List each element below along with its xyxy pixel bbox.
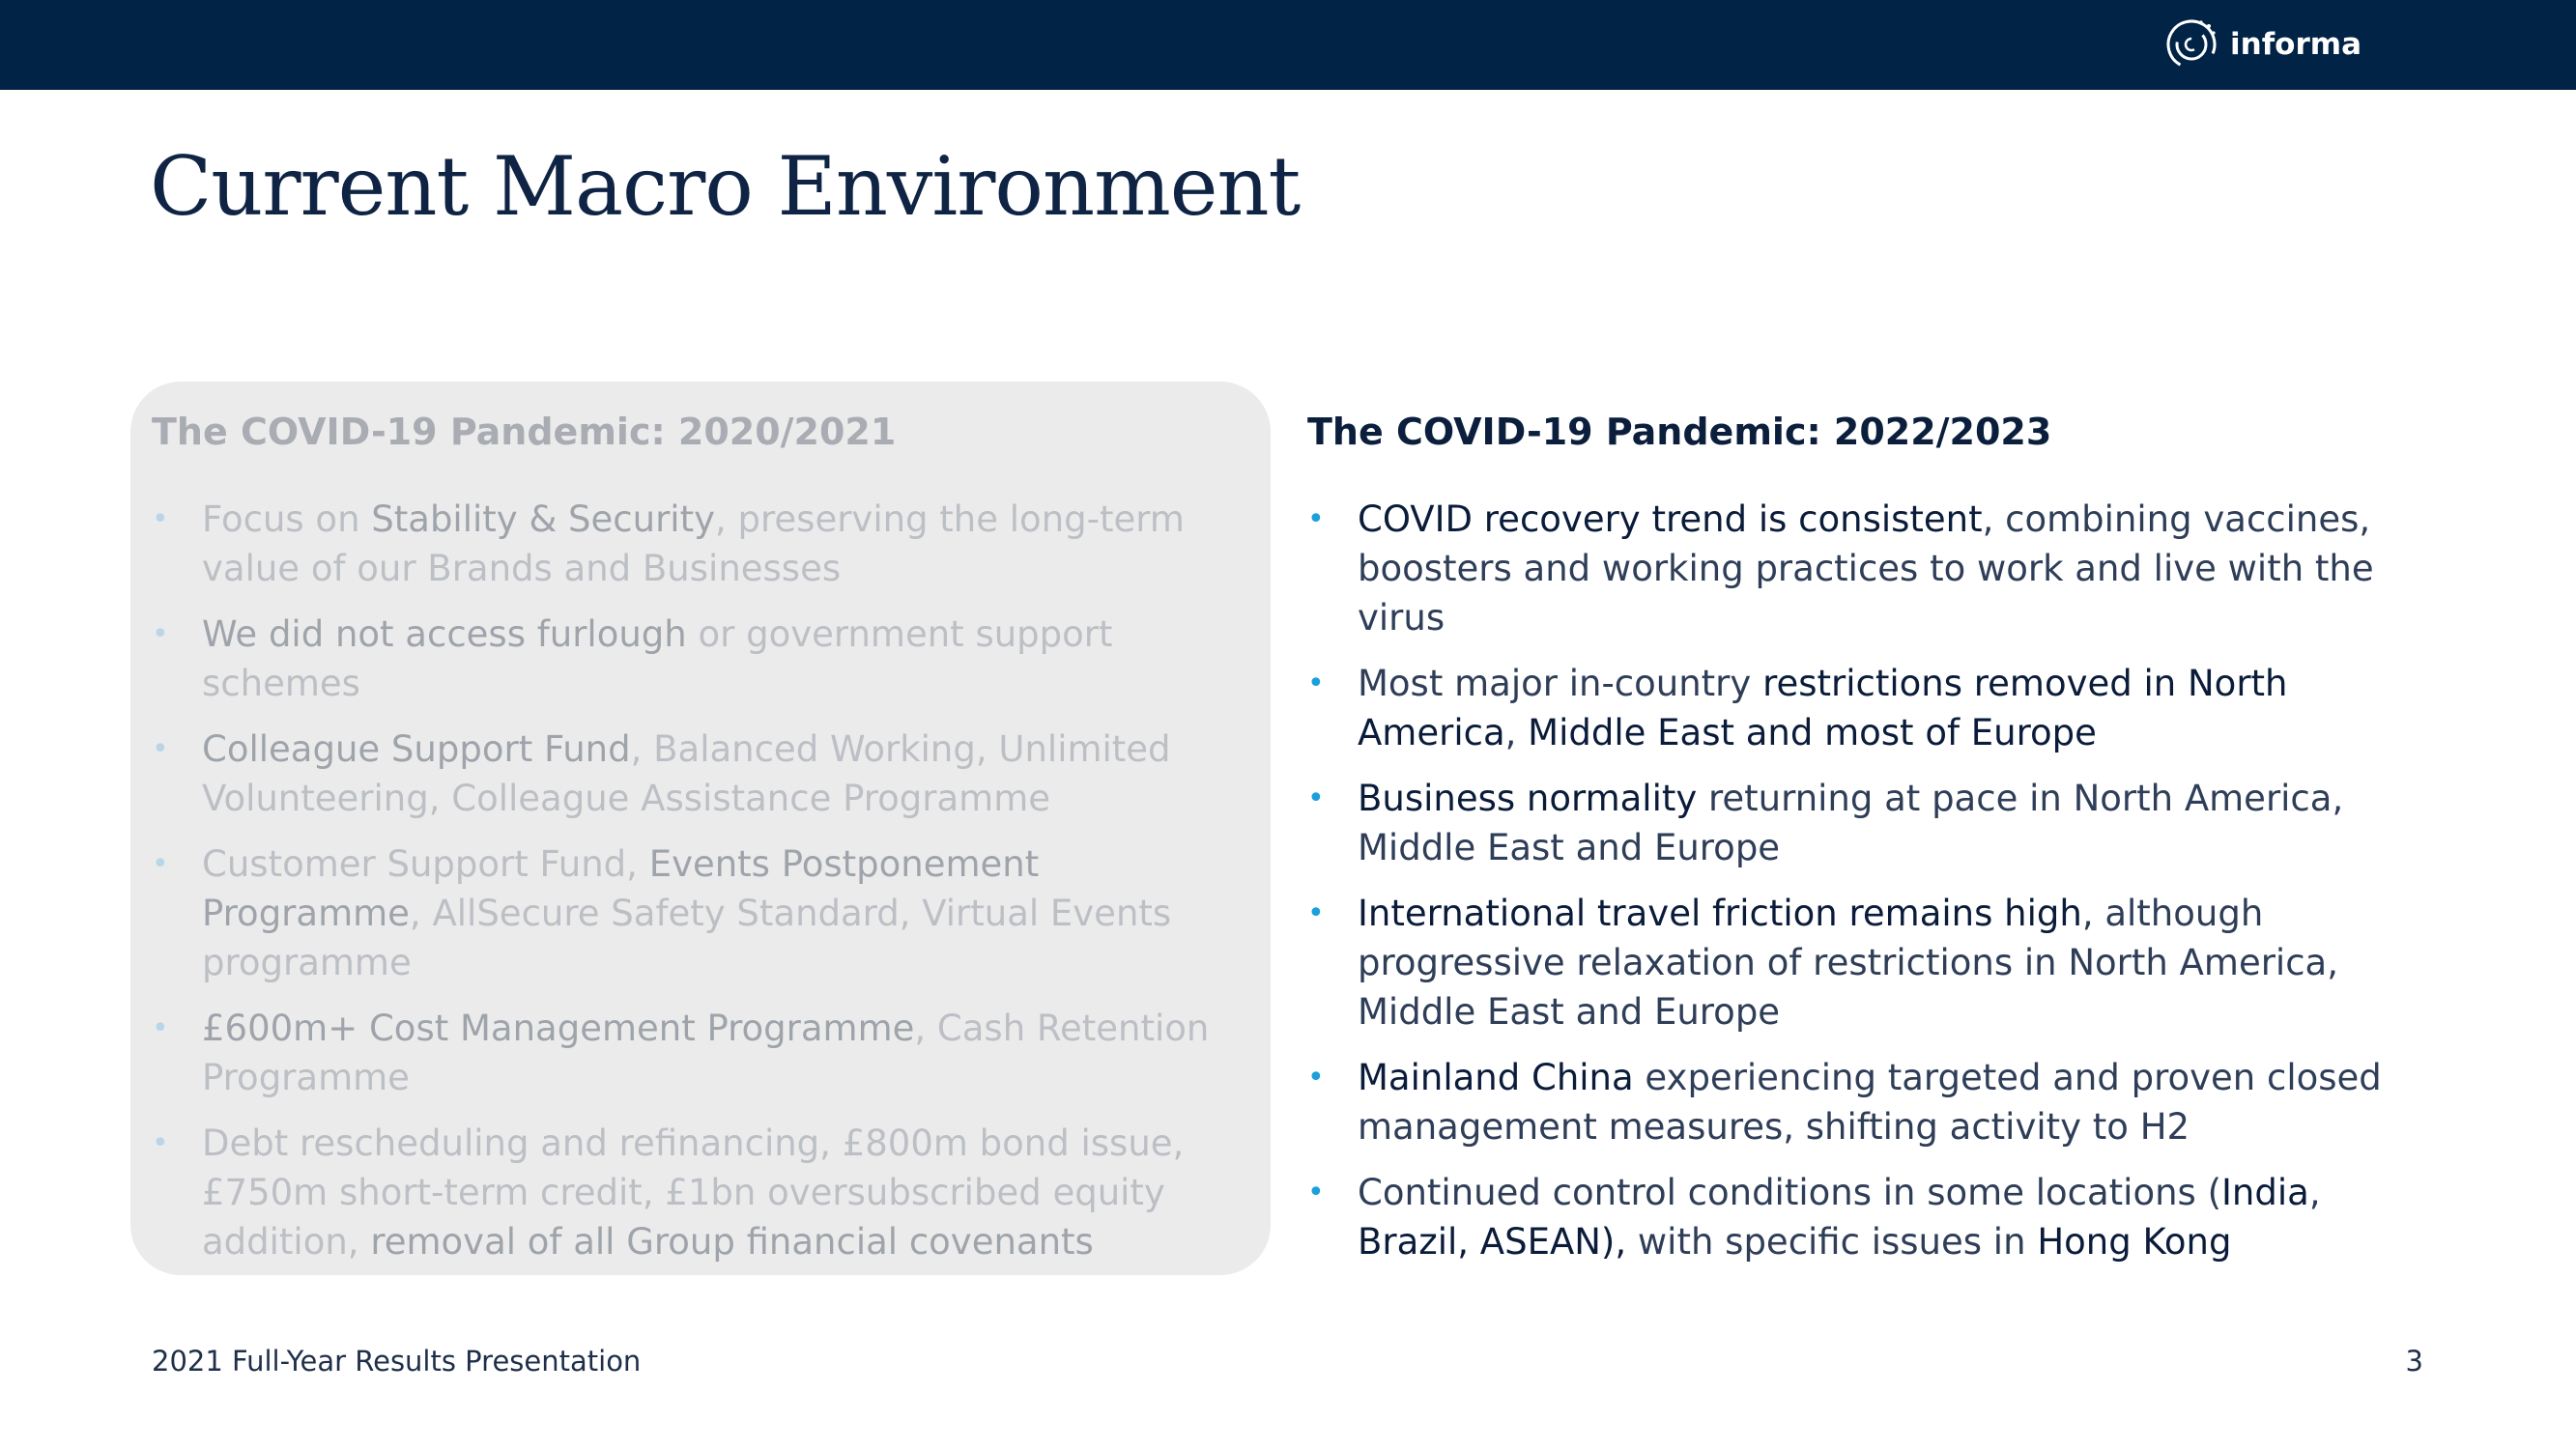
bullet-highlight-text: restrictions removed in North America bbox=[1358, 663, 2288, 753]
informa-logo bbox=[2164, 15, 2361, 73]
bullet-text: , Cash Retention Programme bbox=[202, 1008, 1210, 1098]
bullet-dot-icon: • bbox=[1307, 781, 1325, 815]
left-column bbox=[152, 406, 1253, 1283]
bullet-item bbox=[152, 839, 1253, 987]
bullet-highlight-text: removal of all Group financial covenants bbox=[370, 1221, 1094, 1263]
bullet-dot-icon: • bbox=[152, 1011, 169, 1045]
bullet-dot-icon: • bbox=[152, 617, 169, 651]
bullet-item bbox=[1307, 495, 2419, 642]
bullet-item bbox=[1307, 1168, 2419, 1266]
bullet-highlight-text: Business normality bbox=[1358, 778, 1698, 819]
bullet-dot-icon: • bbox=[1307, 502, 1325, 536]
bullet-text: Continued control conditions in some locations ( bbox=[1358, 1172, 2221, 1213]
bullet-text: , bbox=[2308, 1172, 2321, 1213]
bullet-text: , Balanced Working, Unlimited Volunteering, Colleague Assistance Programme bbox=[202, 728, 1171, 819]
bullet-highlight-text: Stability & Security bbox=[371, 498, 715, 540]
bullet-highlight-text: Events Postponement Programme bbox=[202, 843, 1040, 934]
bullet-highlight-text: Middle East and most of Europe bbox=[1528, 712, 2097, 753]
header-bar bbox=[0, 0, 2576, 90]
bullet-highlight-text: International travel friction remains high bbox=[1358, 893, 2082, 934]
bullet-text: Customer Support Fund, bbox=[202, 843, 649, 885]
bullet-text: , AllSecure Safety Standard, Virtual Events programme bbox=[202, 893, 1172, 983]
left-bullet-list bbox=[152, 495, 1253, 1266]
bullet-highlight-text: India bbox=[2221, 1172, 2309, 1213]
bullet-dot-icon: • bbox=[152, 847, 169, 881]
bullet-item bbox=[152, 1119, 1253, 1266]
bullet-text: , combining vaccines, boosters and working practices to work and live with the virus bbox=[1358, 498, 2374, 639]
bullet-dot-icon: • bbox=[1307, 1061, 1325, 1094]
bullet-item bbox=[1307, 774, 2419, 872]
bullet-item bbox=[152, 610, 1253, 708]
bullet-item bbox=[1307, 889, 2419, 1037]
bullet-item bbox=[152, 724, 1253, 823]
bullet-text: returning at pace in North America, Middle East and Europe bbox=[1358, 778, 2344, 868]
bullet-item bbox=[1307, 659, 2419, 757]
bullet-dot-icon: • bbox=[152, 1126, 169, 1160]
bullet-dot-icon: • bbox=[152, 732, 169, 766]
bullet-highlight-text: Colleague Support Fund bbox=[202, 728, 631, 770]
left-column-heading: The COVID-19 Pandemic: 2020/2021 bbox=[152, 411, 897, 453]
bullet-text: Most major in-country bbox=[1358, 663, 1763, 704]
bullet-text: , although progressive relaxation of restrictions in North America, Middle East and Europe bbox=[1358, 893, 2338, 1033]
bullet-text: with specific issues in bbox=[1626, 1221, 2038, 1263]
logo-wordmark: informa bbox=[2230, 27, 2361, 62]
bullet-highlight-text: Brazil, ASEAN), bbox=[1358, 1221, 1627, 1263]
bullet-highlight-text: Hong Kong bbox=[2037, 1221, 2232, 1263]
bullet-highlight-text: Mainland China bbox=[1358, 1057, 1634, 1098]
bullet-dot-icon: • bbox=[1307, 896, 1325, 930]
right-column bbox=[1307, 406, 2419, 1283]
bullet-item bbox=[152, 495, 1253, 593]
bullet-text: Debt rescheduling and refinancing, £800m bond issue, £750m short-term credit, £1bn oversubscribed equity addition, bbox=[202, 1122, 1185, 1263]
bullet-highlight-text: We did not access furlough bbox=[202, 613, 687, 655]
bullet-text: , preserving the long-term value of our Brands and Businesses bbox=[202, 498, 1185, 589]
bullet-text: , bbox=[1504, 712, 1529, 753]
page-title: Current Macro Environment bbox=[150, 139, 1301, 234]
bullet-text: experiencing targeted and proven closed management measures, shifting activity to H2 bbox=[1358, 1057, 2382, 1148]
bullet-dot-icon: • bbox=[1307, 1176, 1325, 1209]
right-bullet-list bbox=[1307, 495, 2419, 1266]
bullet-text: or government support schemes bbox=[202, 613, 1113, 704]
bullet-highlight-text: COVID recovery trend is consistent bbox=[1358, 498, 1983, 540]
right-column-heading: The COVID-19 Pandemic: 2022/2023 bbox=[1307, 411, 2052, 453]
bullet-dot-icon: • bbox=[1307, 667, 1325, 700]
bullet-dot-icon: • bbox=[152, 502, 169, 536]
bullet-item bbox=[1307, 1053, 2419, 1151]
bullet-highlight-text: £600m+ Cost Management Programme bbox=[202, 1008, 915, 1049]
bullet-item bbox=[152, 1004, 1253, 1102]
bullet-text: Focus on bbox=[202, 498, 372, 540]
informa-swirl-icon bbox=[2164, 17, 2218, 71]
footer-presentation-name: 2021 Full-Year Results Presentation bbox=[152, 1345, 642, 1378]
page-number: 3 bbox=[2405, 1345, 2423, 1378]
